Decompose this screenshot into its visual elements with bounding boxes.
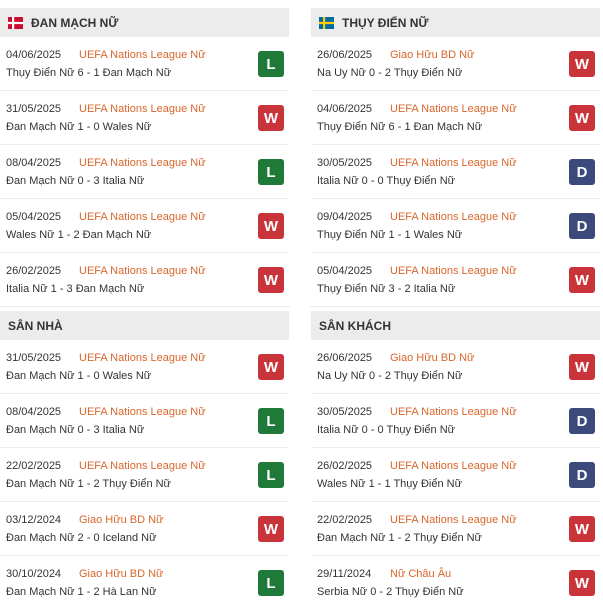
match-competition[interactable]: UEFA Nations League Nữ xyxy=(79,49,206,61)
match-competition[interactable]: UEFA Nations League Nữ xyxy=(390,103,517,115)
result-badge: L xyxy=(258,462,284,488)
match-row[interactable] xyxy=(0,340,289,394)
match-date: 22/02/2025 xyxy=(6,460,62,472)
match-competition[interactable]: UEFA Nations League Nữ xyxy=(79,157,206,169)
match-score: Đan Mạch Nữ 1 - 0 Wales Nữ xyxy=(6,370,152,382)
match-date: 22/02/2025 xyxy=(317,514,373,526)
away-header xyxy=(311,311,600,340)
match-competition[interactable]: UEFA Nations League Nữ xyxy=(79,406,206,418)
match-row[interactable] xyxy=(311,502,600,556)
match-row[interactable] xyxy=(0,199,289,253)
match-competition[interactable]: UEFA Nations League Nữ xyxy=(79,211,206,223)
result-badge: W xyxy=(569,105,595,131)
result-badge: L xyxy=(258,159,284,185)
match-date: 30/05/2025 xyxy=(317,157,373,169)
match-date: 04/06/2025 xyxy=(317,103,373,115)
match-date: 05/04/2025 xyxy=(317,265,373,277)
result-badge: W xyxy=(258,516,284,542)
match-date: 31/05/2025 xyxy=(6,103,62,115)
denmark-column xyxy=(0,8,289,600)
match-row[interactable] xyxy=(0,91,289,145)
result-badge: D xyxy=(569,408,595,434)
match-date: 26/06/2025 xyxy=(317,352,373,364)
match-row[interactable] xyxy=(311,37,600,91)
match-competition[interactable]: UEFA Nations League Nữ xyxy=(390,211,517,223)
match-date: 29/11/2024 xyxy=(317,568,372,580)
result-badge: W xyxy=(569,516,595,542)
match-row[interactable] xyxy=(0,37,289,91)
match-score: Serbia Nữ 0 - 2 Thụy Điển Nữ xyxy=(317,586,464,598)
match-score: Wales Nữ 1 - 2 Đan Mạch Nữ xyxy=(6,229,152,241)
match-competition[interactable]: Giao Hữu BD Nữ xyxy=(390,352,475,364)
sweden-flag-icon xyxy=(319,17,334,29)
match-date: 30/10/2024 xyxy=(6,568,62,580)
match-date: 31/05/2025 xyxy=(6,352,62,364)
result-badge: D xyxy=(569,213,595,239)
denmark-home-list xyxy=(0,340,289,600)
match-date: 26/02/2025 xyxy=(6,265,62,277)
match-competition[interactable]: Giao Hữu BD Nữ xyxy=(79,514,164,526)
result-badge: W xyxy=(569,354,595,380)
match-score: Thụy Điển Nữ 3 - 2 Italia Nữ xyxy=(317,283,456,295)
match-score: Na Uy Nữ 0 - 2 Thụy Điển Nữ xyxy=(317,370,463,382)
result-badge: W xyxy=(569,51,595,77)
match-date: 08/04/2025 xyxy=(6,157,62,169)
match-row[interactable] xyxy=(311,556,600,600)
match-competition[interactable]: Giao Hữu BD Nữ xyxy=(390,49,475,61)
match-row[interactable] xyxy=(0,556,289,600)
denmark-flag-icon xyxy=(8,17,23,29)
result-badge: W xyxy=(258,267,284,293)
away-title: SÂN KHÁCH xyxy=(319,318,391,333)
match-score: Đan Mạch Nữ 0 - 3 Italia Nữ xyxy=(6,424,145,436)
match-score: Na Uy Nữ 0 - 2 Thụy Điển Nữ xyxy=(317,67,463,79)
match-score: Italia Nữ 0 - 0 Thụy Điển Nữ xyxy=(317,424,456,436)
match-score: Đan Mạch Nữ 0 - 3 Italia Nữ xyxy=(6,175,145,187)
denmark-recent-title: ĐAN MẠCH NỮ xyxy=(31,15,119,30)
match-row[interactable] xyxy=(0,502,289,556)
match-score: Thụy Điển Nữ 6 - 1 Đan Mạch Nữ xyxy=(6,67,172,79)
sweden-recent-header xyxy=(311,8,600,37)
match-score: Italia Nữ 0 - 0 Thụy Điển Nữ xyxy=(317,175,456,187)
result-badge: W xyxy=(258,354,284,380)
match-score: Wales Nữ 1 - 1 Thụy Điển Nữ xyxy=(317,478,462,490)
match-competition[interactable]: UEFA Nations League Nữ xyxy=(79,460,206,472)
sweden-recent-list xyxy=(311,37,600,307)
match-score: Đan Mạch Nữ 1 - 2 Thụy Điển Nữ xyxy=(6,478,171,490)
match-score: Italia Nữ 1 - 3 Đan Mạch Nữ xyxy=(6,283,145,295)
match-score: Đan Mạch Nữ 1 - 2 Hà Lan Nữ xyxy=(6,586,157,598)
match-row[interactable] xyxy=(311,91,600,145)
match-row[interactable] xyxy=(311,145,600,199)
result-badge: D xyxy=(569,159,595,185)
result-badge: W xyxy=(569,267,595,293)
match-competition[interactable]: UEFA Nations League Nữ xyxy=(79,352,206,364)
match-competition[interactable]: UEFA Nations League Nữ xyxy=(390,157,517,169)
match-competition[interactable]: UEFA Nations League Nữ xyxy=(79,265,206,277)
result-badge: D xyxy=(569,462,595,488)
match-date: 30/05/2025 xyxy=(317,406,373,418)
match-date: 03/12/2024 xyxy=(6,514,62,526)
match-row[interactable] xyxy=(0,145,289,199)
match-score: Thụy Điển Nữ 1 - 1 Wales Nữ xyxy=(317,229,463,241)
result-badge: L xyxy=(258,51,284,77)
match-row[interactable] xyxy=(0,253,289,307)
result-badge: L xyxy=(258,570,284,596)
match-row[interactable] xyxy=(0,448,289,502)
match-score: Đan Mạch Nữ 2 - 0 Iceland Nữ xyxy=(6,532,157,544)
match-row[interactable] xyxy=(311,448,600,502)
match-competition[interactable]: UEFA Nations League Nữ xyxy=(390,265,517,277)
sweden-away-list xyxy=(311,340,600,600)
match-competition[interactable]: UEFA Nations League Nữ xyxy=(390,514,517,526)
sweden-column xyxy=(311,8,600,600)
match-row[interactable] xyxy=(311,199,600,253)
match-row[interactable] xyxy=(311,340,600,394)
match-competition[interactable]: UEFA Nations League Nữ xyxy=(390,460,517,472)
match-score: Đan Mạch Nữ 1 - 0 Wales Nữ xyxy=(6,121,152,133)
sweden-recent-title: THỤY ĐIỂN NỮ xyxy=(342,15,429,30)
match-date: 26/02/2025 xyxy=(317,460,373,472)
match-row[interactable] xyxy=(0,394,289,448)
match-row[interactable] xyxy=(311,394,600,448)
match-competition[interactable]: UEFA Nations League Nữ xyxy=(79,103,206,115)
match-date: 26/06/2025 xyxy=(317,49,373,61)
result-badge: W xyxy=(569,570,595,596)
denmark-recent-header xyxy=(0,8,289,37)
home-title: SÂN NHÀ xyxy=(8,318,63,333)
match-competition[interactable]: Nữ Châu Âu xyxy=(390,568,452,580)
match-competition[interactable]: UEFA Nations League Nữ xyxy=(390,406,517,418)
match-competition[interactable]: Giao Hữu BD Nữ xyxy=(79,568,164,580)
match-date: 04/06/2025 xyxy=(6,49,62,61)
match-score: Thụy Điển Nữ 6 - 1 Đan Mạch Nữ xyxy=(317,121,483,133)
result-badge: L xyxy=(258,408,284,434)
match-score: Đan Mạch Nữ 1 - 2 Thụy Điển Nữ xyxy=(317,532,482,544)
match-date: 09/04/2025 xyxy=(317,211,373,223)
result-badge: W xyxy=(258,213,284,239)
match-row[interactable] xyxy=(311,253,600,307)
match-date: 08/04/2025 xyxy=(6,406,62,418)
home-header xyxy=(0,311,289,340)
denmark-recent-list xyxy=(0,37,289,307)
result-badge: W xyxy=(258,105,284,131)
match-date: 05/04/2025 xyxy=(6,211,62,223)
